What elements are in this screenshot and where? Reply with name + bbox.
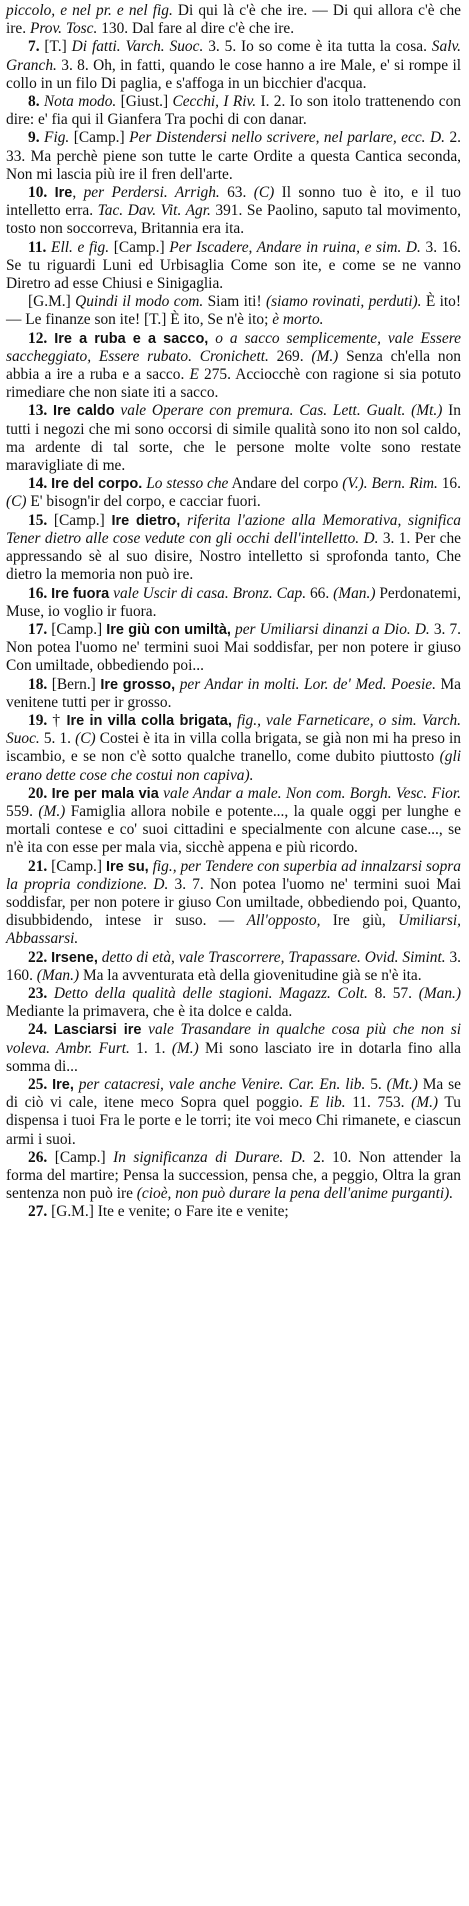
entry-text: 17. [Camp.] Ire giù con umiltà, per Umiliarsi dinanzi a Dio. D. 3. 7. Non potea l'uomo ne' termini suoi Mai soddisfar, per non potere ir giuso Con umiltade, obbediendo poi... (6, 620, 461, 675)
dictionary-entry (6, 1021, 461, 1076)
entry-text: 7. [T.] Di fatti. Varch. Suoc. 3. 5. Io so come è ita tutta la cosa. Salv. Granch. 3. 8. Oh, in fatti, quando le cose hanno a ire Male, e' si rompe il collo in un filo Di paglia, e s'affoga in un bicchier d'acqua. (6, 38, 461, 92)
entry-text: 21. [Camp.] Ire su, fig., per Tendere con superbia ad innalzarsi sopra la propria condizione. D. 3. 7. Non potea l'uomo ne' termini suoi Mai soddisfar, per non potere ir giuso Con umiltade, obbediendo poi, Quanto, disubbidendo, intese ir suso. — All'opposto, Ire giù, Umiliarsi, Abbassarsi. (6, 857, 462, 948)
entry-text: 24. Lasciarsi ire vale Trasandare in qualche cosa più che non si voleva. Ambr. Furt. 1. 1. (M.) Mi sono lasciato ire in dotarla fino alla somma di... (6, 1021, 462, 1075)
entry-text: 8. Nota modo. [Giust.] Cecchi, I Riv. I. 2. Io son itolo trattenendo con dire: e' fia qui il Gianfera Tra pochi di con danar. (6, 93, 461, 129)
dictionary-entry (6, 1203, 461, 1221)
dictionary-entry (6, 93, 461, 129)
dictionary-entry (6, 184, 461, 239)
entry-text: 20. Ire per mala via vale Andar a male. Non com. Borgh. Vesc. Fior. 559. (M.) Famiglia allora nobile e potente..., la quale oggi per lunghe e mortali contese e co' suoi cittadini e specialmente con alcune case..., se n'è ita con esse per mala via, sicchè appena e più ricordo. (6, 784, 461, 857)
dictionary-entry (6, 949, 461, 985)
entry-text: [G.M.] Quindi il modo com. Siam iti! (siamo rovinati, perduti). È ito! — Le finanze son ite! [T.] È ito, Se n'è ito; è morto. (6, 293, 461, 329)
dictionary-entry (6, 712, 461, 785)
entry-text: 14. Ire del corpo. Lo stesso che Andare del corpo (V.). Bern. Rim. 16. (C) E' bisogn'ir del corpo, e cacciar fuori. (6, 475, 461, 511)
dictionary-entry (6, 2, 461, 38)
dictionary-entry (6, 785, 461, 858)
entry-text: 25. Ire, per catacresi, vale anche Venire. Car. En. lib. 5. (Mt.) Ma se di ciò vi cale, itene meco Sopra quel poggio. E lib. 11. 753. (M.) Tu dispensa i tuoi Fra le porte e le torri; ite voi meco Chi rimanete, e ciascun armi i suoi. (6, 1075, 461, 1148)
entry-text: 13. Ire caldo vale Operare con premura. Cas. Lett. Gualt. (Mt.) In tutti i negozi che mi sono occorsi di simile qualità sono ito non sol caldo, ma ardente di tal sorte, che le persone molte volte sono restate maravigliate di me. (6, 402, 461, 475)
entry-text: 15. [Camp.] Ire dietro, riferita l'azione alla Memorativa, significa Tener dietro alle cose vedute con gli occhi dell'intelletto. D. 3. 1. Per che appressando sè al suo disire, Nostro intelletto si sprofonda tanto, Che dietro la memoria non può ire. (6, 511, 461, 584)
dictionary-entry (6, 38, 461, 93)
entry-text: 12. Ire a ruba e a sacco, o a sacco semplicemente, vale Essere saccheggiato, Essere rubato. Cronichett. 269. (M.) Senza ch'ella non abbia a ire a ruba e a sacco. E 275. Acciocchè con ragione si sia potuto rimediare che non siate iti a sacco. (6, 329, 461, 402)
entry-text: 22. Irsene, detto di età, vale Trascorrere, Trapassare. Ovid. Simint. 3. 160. (Man.) Ma la avventurata età della giovenitudine già se n'è ita. (6, 948, 462, 984)
dictionary-entry (6, 512, 461, 585)
entry-text: 18. [Bern.] Ire grosso, per Andar in molti. Lor. de' Med. Poesie. Ma venitene tutti per ir grosso. (6, 675, 461, 711)
dictionary-entry (6, 330, 461, 403)
dictionary-entry (6, 475, 461, 511)
dictionary-entry (6, 1076, 461, 1149)
dictionary-entry (6, 858, 461, 949)
entry-text: 11. Ell. e fig. [Camp.] Per Iscadere, Andare in ruina, e sim. D. 3. 16. Se tu riguardi Luni ed Urbisaglia Come son ite, e come se ne vanno Diretro ad esse Chiusi e Sinigaglia. (6, 238, 461, 293)
dictionary-entry (6, 1149, 461, 1204)
dictionary-entry (6, 621, 461, 676)
dictionary-entry (6, 239, 461, 294)
entry-text: 26. [Camp.] In significanza di Durare. D. 2. 10. Non attender la forma del martire; Pensa la succession, pensa che, a peggio, Oltra la gran sentenza non può ire (cioè, non può durare la pena dell'anime purganti). (6, 1148, 461, 1203)
dictionary-entry (6, 676, 461, 712)
dictionary-entry (6, 293, 461, 329)
entry-text: 10. Ire, per Perdersi. Arrigh. 63. (C) Il sonno tuo è ito, e il tuo intelletto erra. Tac. Dav. Vit. Agr. 391. Se Paolino, saputo tal movimento, tosto non soccorreva, Britannia era ita. (6, 184, 462, 238)
entry-text: 23. Detto della qualità delle stagioni. Magazz. Colt. 8. 57. (Man.) Mediante la primavera, che è ita dolce e calda. (6, 984, 461, 1021)
dictionary-entry (6, 585, 461, 621)
dictionary-entry (6, 985, 461, 1021)
entry-text: 9. Fig. [Camp.] Per Distendersi nello scrivere, nel parlare, ecc. D. 2. 33. Ma perchè piene son tutte le carte Ordite a questa Cantica seconda, Non mi lascia più ire il fren dell'arte. (6, 129, 462, 183)
entry-text: 27. [G.M.] Ite e venite; o Fare ite e venite; (28, 1203, 289, 1221)
entry-text: 19. † Ire in villa colla brigata, fig., vale Farneticare, o sim. Varch. Suoc. 5. 1. (C) Costei è ita in villa colla brigata, se già non mi ha preso in iscambio, e se non c'è sotto qualche tranello, come dubito piuttosto (gli erano dette cose che costui non capiva). (6, 711, 462, 784)
dictionary-entry (6, 402, 461, 475)
dictionary-entry (6, 129, 461, 184)
entry-text: 16. Ire fuora vale Uscir di casa. Bronz. Cap. 66. (Man.) Perdonatemi, Muse, io voglio ir fuora. (6, 584, 461, 620)
entry-text: piccolo, e nel pr. e nel fig. Di qui là c'è che ire. — Di qui allora c'è che ire. Prov. Tosc. 130. Dal fare al dire c'è che ire. (6, 2, 462, 38)
